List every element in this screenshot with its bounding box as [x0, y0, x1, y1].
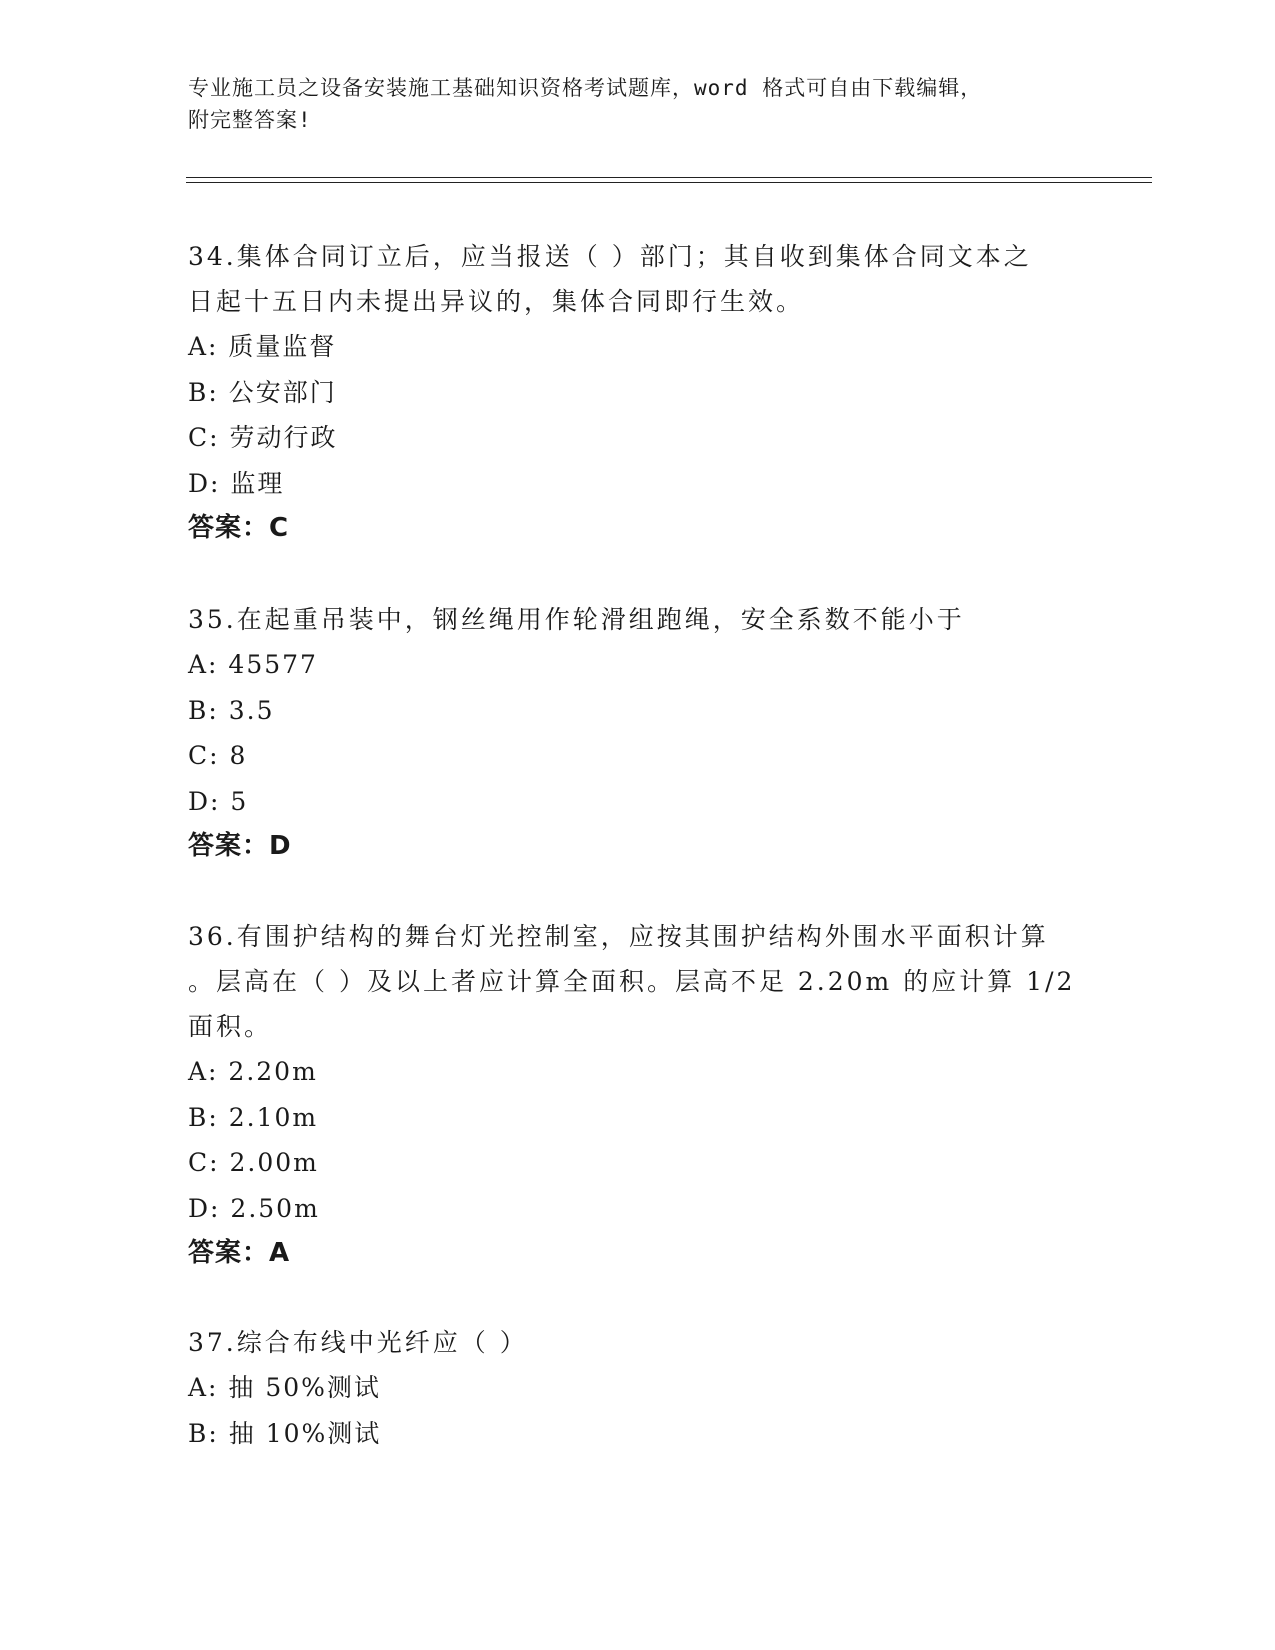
answer-label: 答案：D: [188, 831, 292, 861]
option-b: B: 抽 10%测试: [188, 1418, 382, 1448]
document-header: [188, 72, 1088, 136]
question-35: [188, 597, 1088, 869]
answer-label: 答案：C: [188, 513, 290, 543]
header-line-2: 附完整答案!: [188, 108, 312, 132]
option-a: A: 质量监督: [188, 332, 337, 361]
option-c: C: 8: [188, 741, 248, 770]
option-c: C: 劳动行政: [188, 423, 338, 452]
question-text-line: 面积。: [188, 1012, 273, 1041]
header-divider-top: [186, 177, 1152, 178]
question-text-line: 37.综合布线中光纤应（ ）: [188, 1328, 528, 1357]
option-b: B: 3.5: [188, 695, 275, 725]
option-d: D: 5: [188, 786, 249, 816]
option-c: C: 2.00m: [188, 1148, 319, 1177]
option-d: D: 监理: [188, 468, 285, 498]
option-a: A: 抽 50%测试: [188, 1373, 381, 1402]
question-text-line: 34.集体合同订立后，应当报送（ ）部门；其自收到集体合同文本之: [188, 242, 1032, 271]
header-line-1: 专业施工员之设备安装施工基础知识资格考试题库，word 格式可自由下载编辑，: [188, 76, 983, 100]
question-text-line: 。层高在（ ）及以上者应计算全面积。层高不足 2.20m 的应计算 1/2: [188, 967, 1076, 996]
header-divider-bottom: [186, 182, 1152, 183]
option-b: B: 公安部门: [188, 377, 337, 407]
question-text-line: 日起十五日内未提出异议的，集体合同即行生效。: [188, 287, 805, 316]
question-37: [188, 1320, 1088, 1456]
question-text-line: 36.有围护结构的舞台灯光控制室，应按其围护结构外围水平面积计算: [188, 922, 1049, 951]
question-text-line: 35.在起重吊装中，钢丝绳用作轮滑组跑绳，安全系数不能小于: [188, 605, 965, 634]
answer-label: 答案：A: [188, 1238, 291, 1268]
option-a: A: 2.20m: [188, 1057, 318, 1086]
option-d: D: 2.50m: [188, 1193, 320, 1223]
option-a: A: 45577: [188, 650, 318, 679]
question-34: [188, 234, 1088, 551]
question-36: [188, 914, 1088, 1276]
option-b: B: 2.10m: [188, 1102, 319, 1132]
